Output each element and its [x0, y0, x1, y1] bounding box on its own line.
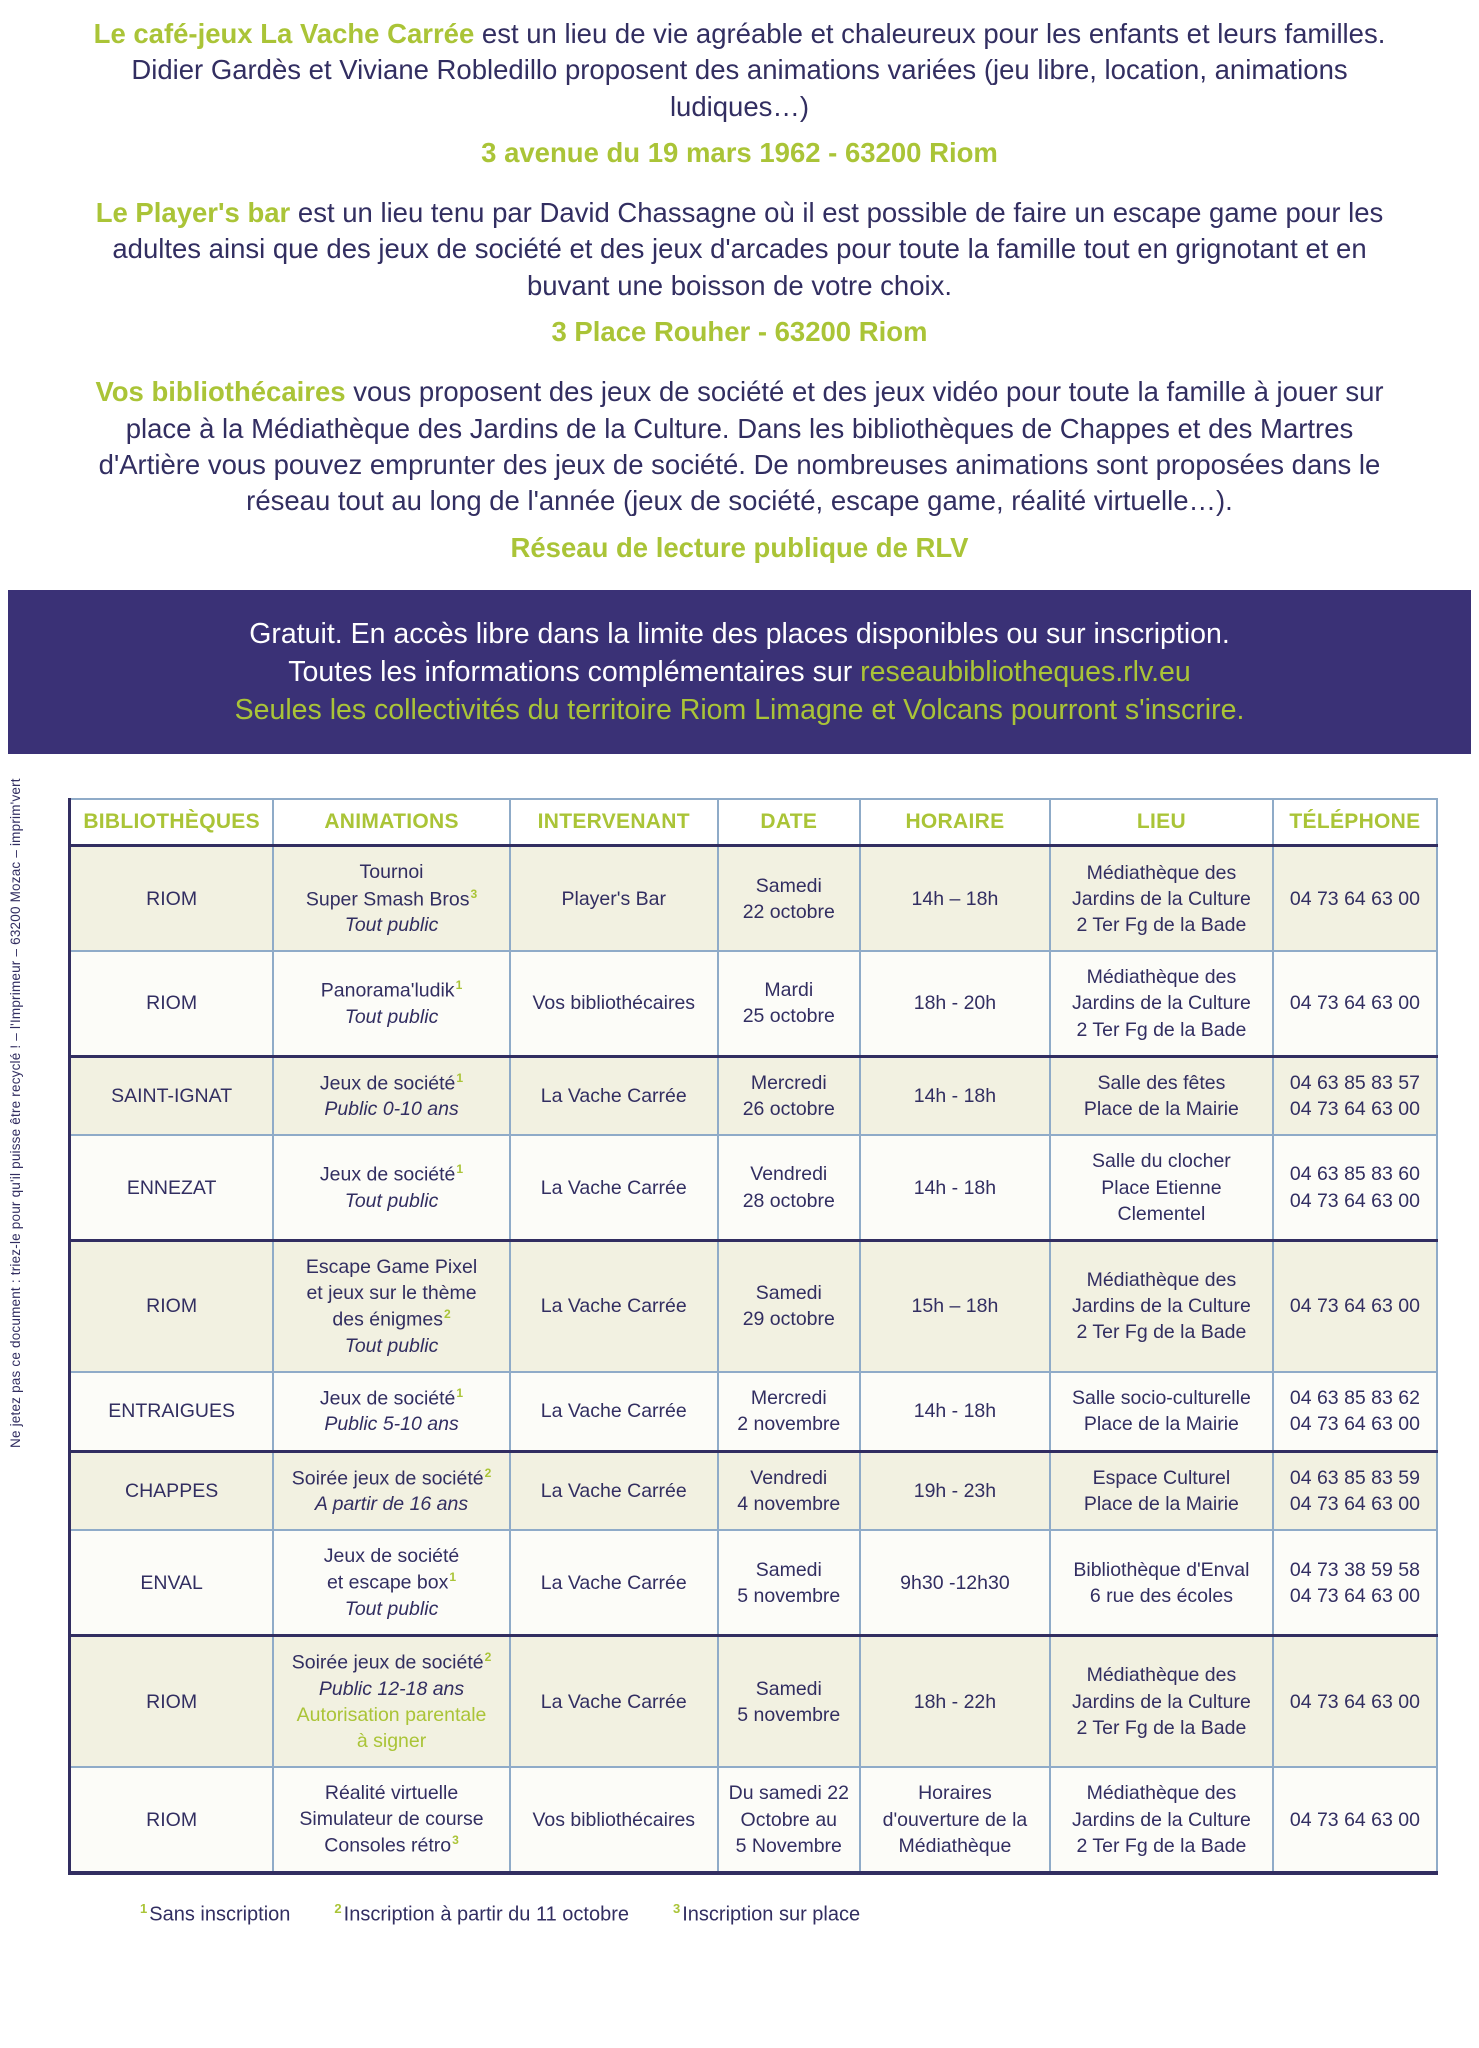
cell-telephone	[1273, 1372, 1437, 1451]
lieu-line: Place Etienne	[1101, 1176, 1222, 1199]
lieu-line: Jardins de la Culture	[1071, 1808, 1251, 1831]
lieu-line: Place de la Mairie	[1083, 1492, 1239, 1515]
phone-line: 04 73 64 63 00	[1289, 1690, 1420, 1713]
column-header: HORAIRE	[860, 799, 1050, 846]
phone-line: 04 73 64 63 00	[1289, 1098, 1420, 1121]
table-row	[70, 1056, 1438, 1135]
cell-library: RIOM	[70, 1767, 274, 1873]
column-header: DATE	[718, 799, 860, 846]
phone-line: 04 73 64 63 00	[1289, 992, 1420, 1015]
cell-animation	[273, 1135, 510, 1240]
cell-date	[718, 1135, 860, 1240]
lieu-line: Salle du clocher	[1092, 1150, 1231, 1173]
cell-animation	[273, 1636, 510, 1768]
date-line: Vendredi	[750, 1466, 828, 1489]
lieu-line: 2 Ter Fg de la Bade	[1076, 1018, 1247, 1041]
phone-line: 04 73 64 63 00	[1289, 1295, 1420, 1318]
lieu-line: Bibliothèque d'Enval	[1073, 1558, 1250, 1581]
intro-paragraph-cafe-jeux	[84, 16, 1395, 125]
lieu-line: Place de la Mairie	[1083, 1413, 1239, 1436]
animation-sub-line: A partir de 16 ans	[314, 1493, 469, 1516]
animation-sub-line: Tout public	[344, 1189, 439, 1212]
cell-lieu	[1050, 1372, 1273, 1451]
cell-intervenant: La Vache Carrée	[510, 1135, 718, 1240]
lieu-line: Médiathèque des	[1086, 966, 1237, 989]
date-line: 29 octobre	[742, 1308, 835, 1331]
cell-library: RIOM	[70, 846, 274, 951]
cell-lieu	[1050, 846, 1273, 951]
animation-title-line: Soirée jeux de société$^2$	[291, 1650, 492, 1674]
date-line: 2 novembre	[737, 1413, 841, 1436]
lieu-line: Salle des fêtes	[1097, 1071, 1226, 1094]
phone-line: 04 73 64 63 00	[1289, 1584, 1420, 1607]
intro-text-1: est un lieu de vie agréable et chaleureux pour les enfants et leurs familles. Didier Gardès et Viviane Robledillo proposent des animations variées (jeu libre, location, animations ludiques…)	[131, 18, 1386, 122]
banner-line-gratuit: Gratuit. En accès libre dans la limite des places disponibles ou sur inscription.	[249, 617, 1230, 650]
cell-animation	[273, 1056, 510, 1135]
cell-date	[718, 846, 860, 951]
footnote-marker: 3	[452, 1833, 459, 1848]
horaire-line: 18h - 22h	[913, 1690, 997, 1713]
phone-line: 04 63 85 83 60	[1289, 1163, 1420, 1186]
cell-library: CHAPPES	[70, 1451, 274, 1530]
cell-intervenant: Player's Bar	[510, 846, 718, 951]
recycling-print-note: Ne jetez pas ce document : triez-le pour qu'il puisse être recyclé ! – l'Imprimeur – 63200 Mozac – imprim'vert	[8, 778, 23, 1448]
cell-library: ENNEZAT	[70, 1135, 274, 1240]
date-line: Samedi	[755, 1558, 822, 1581]
footnotes	[140, 1901, 1438, 1927]
table-row	[70, 1636, 1438, 1768]
phone-line: 04 63 85 83 59	[1289, 1466, 1420, 1489]
phone-line: 04 73 64 63 00	[1289, 1492, 1420, 1515]
venue-name-la-vache-carree: Le café-jeux La Vache Carrée	[93, 18, 475, 49]
lieu-line: Médiathèque des	[1086, 1269, 1237, 1292]
column-header: TÉLÉPHONE	[1273, 799, 1437, 846]
lieu-line: Salle socio-culturelle	[1071, 1387, 1251, 1410]
animation-title-line: et escape box$^1$	[326, 1570, 457, 1594]
footnote-number: 3	[673, 1901, 681, 1917]
cell-horaire	[860, 1372, 1050, 1451]
cell-horaire	[860, 1240, 1050, 1372]
date-line: Vendredi	[750, 1163, 828, 1186]
footnote-marker: 2	[484, 1465, 492, 1480]
footnote-item: $^3$ Inscription sur place	[673, 1901, 861, 1926]
cell-telephone	[1273, 1135, 1437, 1240]
horaire-line: 14h - 18h	[913, 1176, 997, 1199]
lieu-line: Jardins de la Culture	[1071, 1295, 1251, 1318]
animation-title-line: Jeux de société$^1$	[319, 1162, 464, 1186]
cell-lieu	[1050, 1530, 1273, 1635]
horaire-line: Médiathèque	[898, 1834, 1012, 1857]
table-row	[70, 1240, 1438, 1372]
events-table	[68, 798, 1438, 1875]
animation-title-line: Super Smash Bros$^3$	[305, 886, 478, 911]
cell-intervenant: La Vache Carrée	[510, 1240, 718, 1372]
cell-intervenant: Vos bibliothécaires	[510, 951, 718, 1056]
lieu-line: Médiathèque des	[1086, 1782, 1237, 1805]
banner-line-infos	[38, 653, 1441, 691]
animation-title-line: Tournoi	[359, 861, 424, 884]
intro-paragraph-players-bar	[84, 195, 1395, 304]
cell-intervenant: La Vache Carrée	[510, 1451, 718, 1530]
animation-title-line: Soirée jeux de société$^2$	[291, 1465, 492, 1490]
footnote-marker: 2	[443, 1307, 451, 1322]
events-table-section	[68, 798, 1438, 1926]
cell-lieu	[1050, 1451, 1273, 1530]
animation-sub-line: Public 5-10 ans	[324, 1413, 459, 1436]
cell-intervenant: La Vache Carrée	[510, 1636, 718, 1768]
horaire-line: 14h - 18h	[913, 1084, 997, 1107]
address-players-bar: 3 Place Rouher - 63200 Riom	[551, 316, 928, 348]
cell-date	[718, 1636, 860, 1768]
horaire-line: 14h – 18h	[911, 887, 999, 910]
cell-date	[718, 951, 860, 1056]
cell-telephone	[1273, 951, 1437, 1056]
animation-title-line: Jeux de société$^1$	[319, 1070, 464, 1095]
lieu-line: Jardins de la Culture	[1071, 1690, 1251, 1713]
animation-sub-line: Public 0-10 ans	[324, 1098, 459, 1121]
animation-title-line: Jeux de société	[323, 1545, 460, 1568]
animation-sub-line: Tout public	[344, 914, 439, 937]
cell-animation	[273, 1372, 510, 1451]
date-line: Samedi	[755, 1677, 822, 1700]
banner-line-collectivites: Seules les collectivités du territoire Riom Limagne et Volcans pourront s'inscrire.	[234, 694, 1245, 727]
cell-lieu	[1050, 1056, 1273, 1135]
animation-title-line: Jeux de société$^1$	[319, 1385, 464, 1410]
banner-infos-prefix: Toutes les informations complémentaires sur	[288, 656, 861, 689]
horaire-line: 14h - 18h	[913, 1400, 997, 1423]
animation-title-line: Simulateur de course	[299, 1808, 484, 1831]
animation-title-line: des énigmes$^2$	[332, 1307, 451, 1331]
cell-horaire	[860, 846, 1050, 951]
animation-title-line: et jeux sur le thème	[306, 1281, 477, 1304]
cell-date	[718, 1240, 860, 1372]
cell-horaire	[860, 1767, 1050, 1873]
animation-sub-line: à signer	[356, 1730, 427, 1753]
cell-animation	[273, 846, 510, 951]
cell-animation	[273, 1767, 510, 1873]
animation-sub-line: Autorisation parentale	[296, 1703, 487, 1726]
cell-date	[718, 1530, 860, 1635]
date-line: Samedi	[755, 874, 822, 897]
date-line: 5 Novembre	[735, 1834, 842, 1857]
cell-horaire	[860, 1451, 1050, 1530]
footnote-marker: 1	[449, 1570, 457, 1585]
banner-website-link[interactable]: reseaubibliotheques.rlv.eu	[860, 656, 1191, 689]
info-banner	[8, 590, 1471, 755]
footnote-number: 2	[334, 1901, 342, 1917]
lieu-line: 2 Ter Fg de la Bade	[1076, 1321, 1247, 1344]
table-row	[70, 1530, 1438, 1635]
footnote-marker: 1	[456, 1162, 464, 1177]
cell-lieu	[1050, 1636, 1273, 1768]
column-header: INTERVENANT	[510, 799, 718, 846]
phone-line: 04 63 85 83 62	[1289, 1387, 1420, 1410]
lieu-line: Médiathèque des	[1086, 1664, 1237, 1687]
date-line: 22 octobre	[742, 900, 835, 923]
cell-intervenant: La Vache Carrée	[510, 1372, 718, 1451]
column-header: ANIMATIONS	[273, 799, 510, 846]
footnote-marker: 2	[484, 1650, 492, 1665]
cell-telephone	[1273, 1530, 1437, 1635]
column-header: LIEU	[1050, 799, 1273, 846]
intro-paragraph-bibliothecaires	[84, 374, 1395, 519]
events-table-body	[70, 846, 1438, 1873]
horaire-line: 18h - 20h	[913, 992, 997, 1015]
footnote-item: $^1$ Sans inscription	[140, 1901, 291, 1926]
cell-telephone	[1273, 1240, 1437, 1372]
lieu-line: Jardins de la Culture	[1071, 992, 1251, 1015]
phone-line: 04 73 64 63 00	[1289, 1808, 1420, 1831]
horaire-line: 9h30 -12h30	[900, 1571, 1010, 1594]
phone-line: 04 73 64 63 00	[1289, 887, 1420, 910]
lieu-line: 2 Ter Fg de la Bade	[1076, 913, 1247, 936]
column-header: BIBLIOTHÈQUES	[70, 799, 274, 846]
cell-animation	[273, 1240, 510, 1372]
phone-line: 04 73 38 59 58	[1289, 1558, 1420, 1581]
footnote-marker: 1	[456, 1385, 464, 1400]
venue-name-players-bar: Le Player's bar	[95, 197, 291, 229]
cell-telephone	[1273, 1636, 1437, 1768]
cell-date	[718, 1056, 860, 1135]
date-line: 28 octobre	[742, 1189, 835, 1212]
lieu-line: Jardins de la Culture	[1071, 887, 1251, 910]
table-row	[70, 1451, 1438, 1530]
table-row	[70, 1767, 1438, 1873]
cell-intervenant: Vos bibliothécaires	[510, 1767, 718, 1873]
cell-date	[718, 1767, 860, 1873]
footnote-marker: 1	[456, 1070, 464, 1085]
cell-horaire	[860, 1636, 1050, 1768]
lieu-line: 6 rue des écoles	[1089, 1584, 1233, 1607]
date-line: 4 novembre	[737, 1492, 841, 1515]
cell-horaire	[860, 951, 1050, 1056]
intro-text-2: est un lieu tenu par David Chassagne où il est possible de faire un escape game pour les adultes ainsi que des jeux de société et des jeux d'arcades pour toute la famille tout en grignotant et en buvant une boisson de votre choix.	[112, 197, 1384, 301]
date-line: Samedi	[755, 1282, 822, 1305]
cell-library: ENVAL	[70, 1530, 274, 1635]
intro-section	[84, 0, 1395, 566]
animation-title-line: Consoles rétro$^3$	[324, 1833, 459, 1857]
animation-sub-line: Tout public	[344, 1598, 439, 1621]
cell-horaire	[860, 1530, 1050, 1635]
cell-library: SAINT-IGNAT	[70, 1056, 274, 1135]
lieu-line: 2 Ter Fg de la Bade	[1076, 1834, 1247, 1857]
cell-horaire	[860, 1056, 1050, 1135]
animation-title-line: Réalité virtuelle	[324, 1782, 459, 1805]
lieu-line: Place de la Mairie	[1083, 1098, 1239, 1121]
intro-text-3: vous proposent des jeux de société et des jeux vidéo pour toute la famille à jouer sur place à la Médiathèque des Jardins de la Culture. Dans les bibliothèques de Chappes et des Martres d'Artière vous pouvez emprunter des jeux de société. De nombreuses animations sont proposées dans le réseau tout au long de l'année (jeux de société, escape game, réalité virtuelle…).	[98, 376, 1384, 517]
cell-library: RIOM	[70, 1636, 274, 1768]
events-table-header-row	[70, 799, 1438, 846]
horaire-line: 15h – 18h	[911, 1295, 999, 1318]
cell-telephone	[1273, 846, 1437, 951]
date-line: Mercredi	[750, 1387, 827, 1410]
cell-animation	[273, 951, 510, 1056]
date-line: 5 novembre	[737, 1703, 841, 1726]
cell-lieu	[1050, 1135, 1273, 1240]
lieu-line: Espace Culturel	[1092, 1466, 1231, 1489]
date-line: Du samedi 22	[728, 1782, 849, 1805]
table-row	[70, 846, 1438, 951]
horaire-line: Horaires	[918, 1782, 992, 1805]
address-la-vache-carree: 3 avenue du 19 mars 1962 - 63200 Riom	[481, 136, 998, 168]
date-line: 26 octobre	[742, 1098, 835, 1121]
date-line: 25 octobre	[742, 1005, 835, 1028]
animation-title-line: Escape Game Pixel	[305, 1255, 478, 1278]
phone-line: 04 73 64 63 00	[1289, 1189, 1420, 1212]
cell-lieu	[1050, 1240, 1273, 1372]
address-reseau-rlv: Réseau de lecture publique de RLV	[510, 531, 969, 563]
cell-lieu	[1050, 1767, 1273, 1873]
footnote-item: $^2$ Inscription à partir du 11 octobre	[334, 1901, 629, 1926]
cell-intervenant: La Vache Carrée	[510, 1530, 718, 1635]
phone-line: 04 73 64 63 00	[1289, 1413, 1420, 1436]
cell-library: RIOM	[70, 1240, 274, 1372]
cell-animation	[273, 1451, 510, 1530]
horaire-line: 19h - 23h	[913, 1479, 997, 1502]
animation-sub-line: Tout public	[344, 1334, 439, 1357]
cell-library: ENTRAIGUES	[70, 1372, 274, 1451]
date-line: Mardi	[764, 979, 814, 1002]
table-row	[70, 1372, 1438, 1451]
cell-library: RIOM	[70, 951, 274, 1056]
cell-horaire	[860, 1135, 1050, 1240]
cell-telephone	[1273, 1056, 1437, 1135]
cell-intervenant: La Vache Carrée	[510, 1056, 718, 1135]
date-line: Octobre au	[740, 1808, 838, 1831]
phone-line: 04 63 85 83 57	[1289, 1071, 1420, 1094]
table-row	[70, 1135, 1438, 1240]
cell-lieu	[1050, 951, 1273, 1056]
cell-animation	[273, 1530, 510, 1635]
footnote-marker: 3	[470, 886, 478, 901]
animation-title-line: Panorama'ludik$^1$	[320, 978, 463, 1002]
cell-date	[718, 1451, 860, 1530]
venue-name-bibliothecaires: Vos bibliothécaires	[95, 376, 346, 408]
horaire-line: d'ouverture de la	[882, 1808, 1028, 1831]
animation-sub-line: Tout public	[344, 1005, 439, 1028]
animation-sub-line: Public 12-18 ans	[318, 1677, 465, 1700]
cell-telephone	[1273, 1767, 1437, 1873]
table-row	[70, 951, 1438, 1056]
footnote-marker: 1	[455, 978, 463, 993]
cell-date	[718, 1372, 860, 1451]
lieu-line: 2 Ter Fg de la Bade	[1076, 1716, 1247, 1739]
cell-telephone	[1273, 1451, 1437, 1530]
date-line: 5 novembre	[737, 1584, 841, 1607]
footnote-number: 1	[140, 1901, 148, 1917]
lieu-line: Médiathèque des	[1086, 861, 1237, 884]
date-line: Mercredi	[750, 1071, 827, 1094]
lieu-line: Clementel	[1117, 1202, 1206, 1225]
